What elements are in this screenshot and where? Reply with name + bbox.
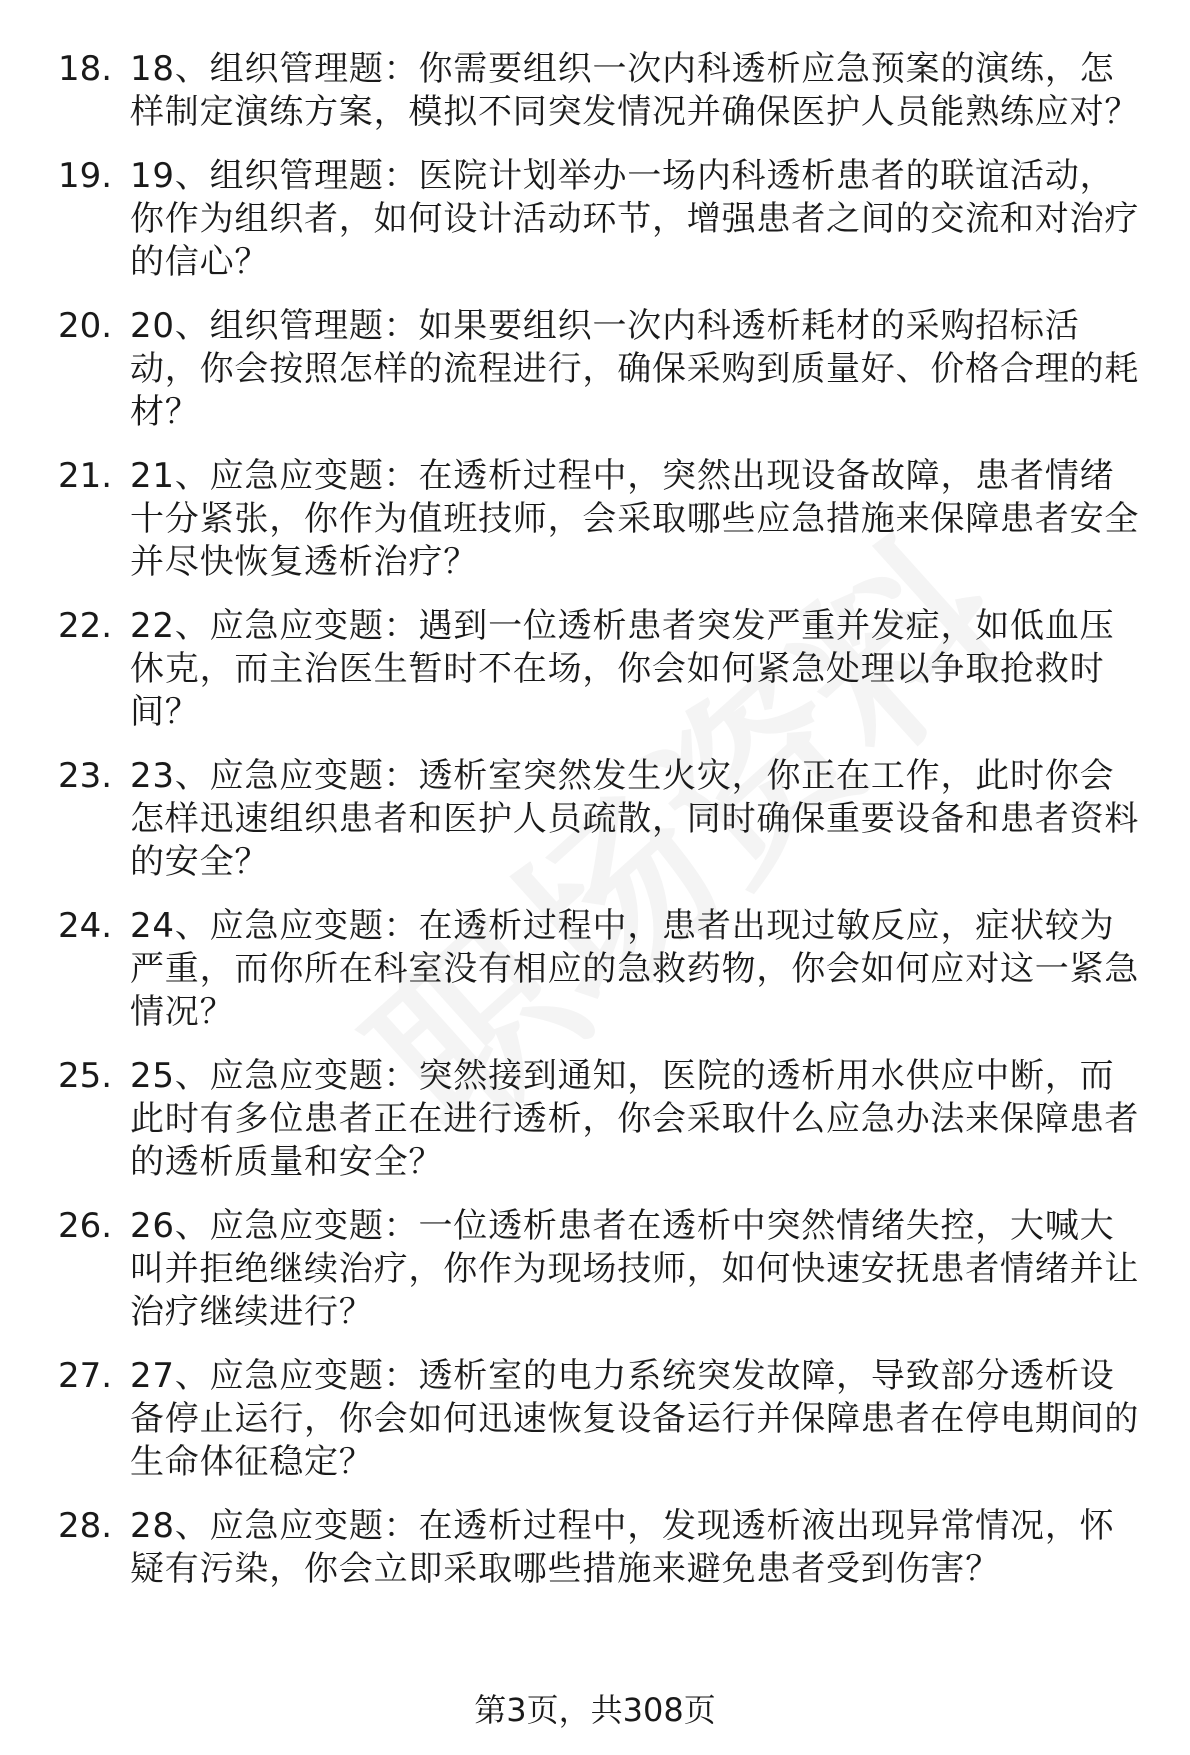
question-number: 18. xyxy=(58,49,113,89)
question-text: 23、应急应变题：透析室突然发生火灾，你正在工作，此时你会怎样迅速组织患者和医护人员疏散，同时确保重要设备和患者资料的安全？ xyxy=(130,756,1140,882)
question-text: 19、组织管理题：医院计划举办一场内科透析患者的联谊活动，你作为组织者，如何设计活动环节，增强患者之间的交流和对治疗的信心？ xyxy=(130,156,1140,282)
list-item xyxy=(58,155,1148,284)
question-text: 20、组织管理题：如果要组织一次内科透析耗材的采购招标活动，你会按照怎样的流程进行，确保采购到质量好、价格合理的耗材？ xyxy=(130,306,1140,432)
question-number: 27. xyxy=(58,1356,113,1396)
list-item xyxy=(58,905,1148,1034)
question-text: 27、应急应变题：透析室的电力系统突发故障，导致部分透析设备停止运行，你会如何迅速恢复设备运行并保障患者在停电期间的生命体征稳定？ xyxy=(130,1356,1140,1482)
question-list xyxy=(58,48,1148,1612)
list-item xyxy=(58,455,1148,584)
question-number: 22. xyxy=(58,606,113,646)
question-text: 25、应急应变题：突然接到通知，医院的透析用水供应中断，而此时有多位患者正在进行透析，你会采取什么应急办法来保障患者的透析质量和安全？ xyxy=(130,1056,1140,1182)
question-number: 24. xyxy=(58,906,113,946)
question-number: 20. xyxy=(58,306,113,346)
list-item xyxy=(58,1055,1148,1184)
question-text: 28、应急应变题：在透析过程中，发现透析液出现异常情况，怀疑有污染，你会立即采取哪些措施来避免患者受到伤害？ xyxy=(130,1506,1115,1589)
question-number: 25. xyxy=(58,1056,113,1096)
list-item xyxy=(58,755,1148,884)
question-number: 23. xyxy=(58,756,113,796)
list-item xyxy=(58,1505,1148,1591)
question-number: 21. xyxy=(58,456,113,496)
question-number: 19. xyxy=(58,156,113,196)
question-text: 18、组织管理题：你需要组织一次内科透析应急预案的演练，怎样制定演练方案，模拟不同突发情况并确保医护人员能熟练应对？ xyxy=(130,49,1140,132)
question-text: 21、应急应变题：在透析过程中，突然出现设备故障，患者情绪十分紧张，你作为值班技师，会采取哪些应急措施来保障患者安全并尽快恢复透析治疗？ xyxy=(130,456,1140,582)
page-number-footer: 第3页，共308页 xyxy=(474,1691,716,1729)
question-text: 24、应急应变题：在透析过程中，患者出现过敏反应，症状较为严重，而你所在科室没有相应的急救药物，你会如何应对这一紧急情况？ xyxy=(130,906,1140,1032)
list-item xyxy=(58,48,1148,134)
question-text: 22、应急应变题：遇到一位透析患者突发严重并发症，如低血压休克，而主治医生暂时不在场，你会如何紧急处理以争取抢救时间？ xyxy=(130,606,1115,732)
list-item xyxy=(58,1355,1148,1484)
question-number: 28. xyxy=(58,1506,113,1546)
list-item xyxy=(58,305,1148,434)
list-item xyxy=(58,1205,1148,1334)
question-text: 26、应急应变题：一位透析患者在透析中突然情绪失控，大喊大叫并拒绝继续治疗，你作为现场技师，如何快速安抚患者情绪并让治疗继续进行？ xyxy=(130,1206,1140,1332)
list-item xyxy=(58,605,1148,734)
question-number: 26. xyxy=(58,1206,113,1246)
